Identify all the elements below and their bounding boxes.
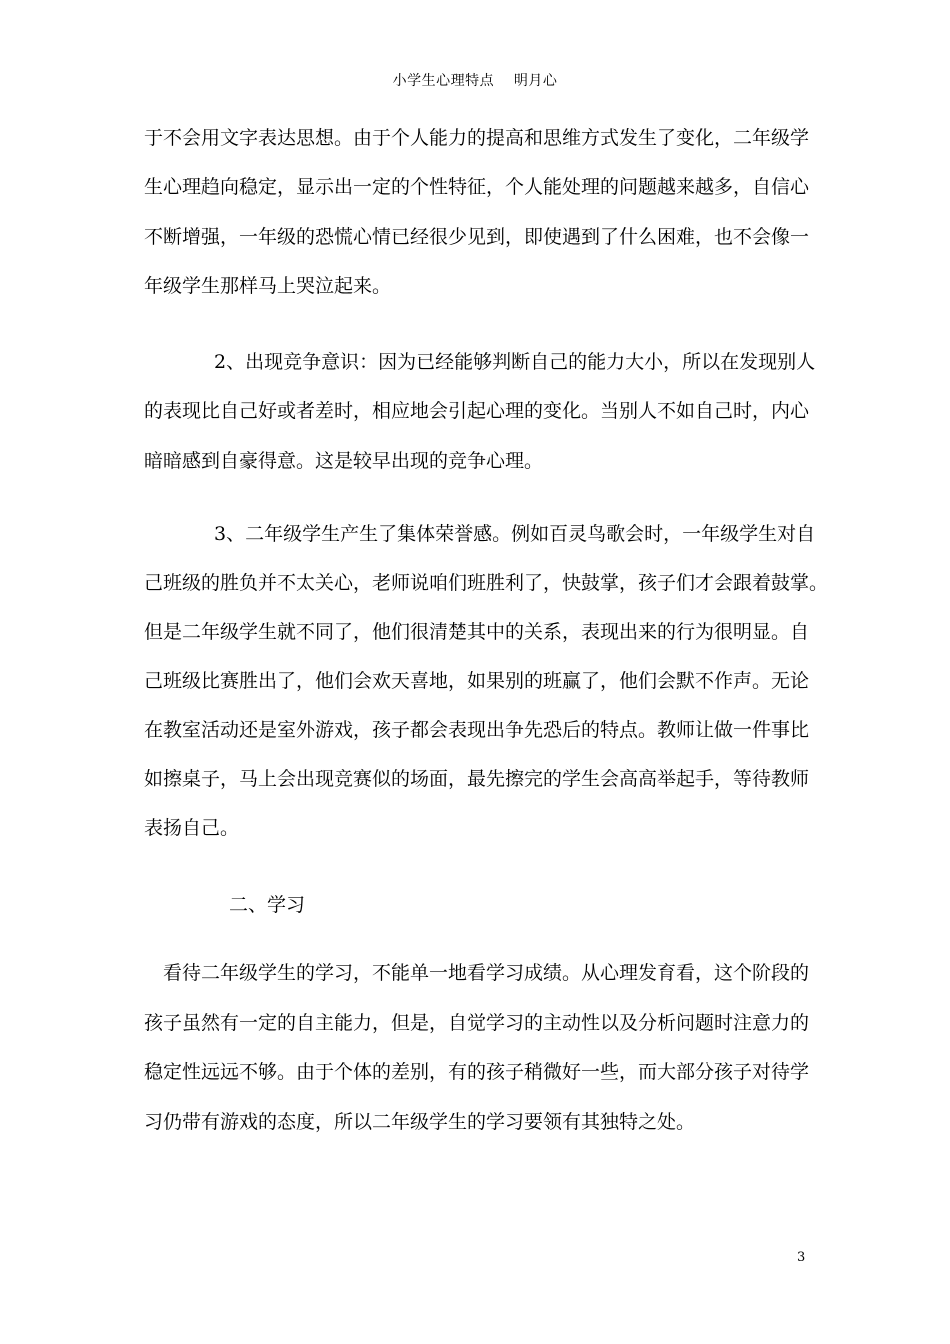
text-line: 如擦桌子，马上会出现竞赛似的场面，最先擦完的学生会高高举起手，等待教师 (144, 768, 810, 790)
text-line: 习仍带有游戏的态度，所以二年级学生的学习要领有其独特之处。 (144, 1111, 696, 1133)
item-number: 3 (214, 523, 227, 545)
text-line: 暗暗感到自豪得意。这是较早出现的竞争心理。 (144, 450, 544, 472)
document-title: 小学生心理特点 (392, 73, 495, 89)
text-line: 年级学生那样马上哭泣起来。 (144, 275, 392, 297)
text-line-content: 、二年级学生产生了集体荣誉感。例如百灵鸟歌会时，一年级学生对自 (226, 523, 816, 545)
text-line: 孩子虽然有一定的自主能力，但是，自觉学习的主动性以及分析问题时注意力的 (144, 1012, 810, 1034)
text-line: 但是二年级学生就不同了，他们很清楚其中的关系，表现出来的行为很明显。自 (144, 621, 810, 643)
text-line: 稳定性远远不够。由于个体的差别，有的孩子稍微好一些，而大部分孩子对待学 (144, 1061, 810, 1083)
text-line (214, 522, 816, 546)
text-line-content: 、出现竞争意识：因为已经能够判断自己的能力大小，所以在发现别人 (226, 351, 816, 373)
text-line (214, 350, 816, 374)
text-line: 看待二年级学生的学习，不能单一地看学习成绩。从心理发育看，这个阶段的 (163, 962, 810, 984)
item-number: 2 (214, 351, 227, 373)
page-number: 3 (797, 1250, 806, 1265)
text-line: 表扬自己。 (144, 817, 240, 839)
text-line: 生心理趋向稳定，显示出一定的个性特征，个人能处理的问题越来越多，自信心 (144, 176, 810, 198)
text-line: 于不会用文字表达思想。由于个人能力的提高和思维方式发生了变化，二年级学 (144, 127, 810, 149)
text-line: 己班级比赛胜出了，他们会欢天喜地，如果别的班赢了，他们会默不作声。无论 (144, 670, 810, 692)
page-header (0, 70, 950, 90)
document-author: 明月心 (513, 73, 558, 89)
section-heading: 二、学习 (229, 894, 306, 916)
text-line: 己班级的胜负并不太关心，老师说咱们班胜利了，快鼓掌，孩子们才会跟着鼓掌。 (144, 572, 829, 594)
text-line: 的表现比自己好或者差时，相应地会引起心理的变化。当别人不如自己时，内心 (144, 400, 810, 422)
text-line: 不断增强，一年级的恐慌心情已经很少见到，即使遇到了什么困难，也不会像一 (144, 226, 810, 248)
text-line: 在教室活动还是室外游戏，孩子都会表现出争先恐后的特点。教师让做一件事比 (144, 719, 810, 741)
